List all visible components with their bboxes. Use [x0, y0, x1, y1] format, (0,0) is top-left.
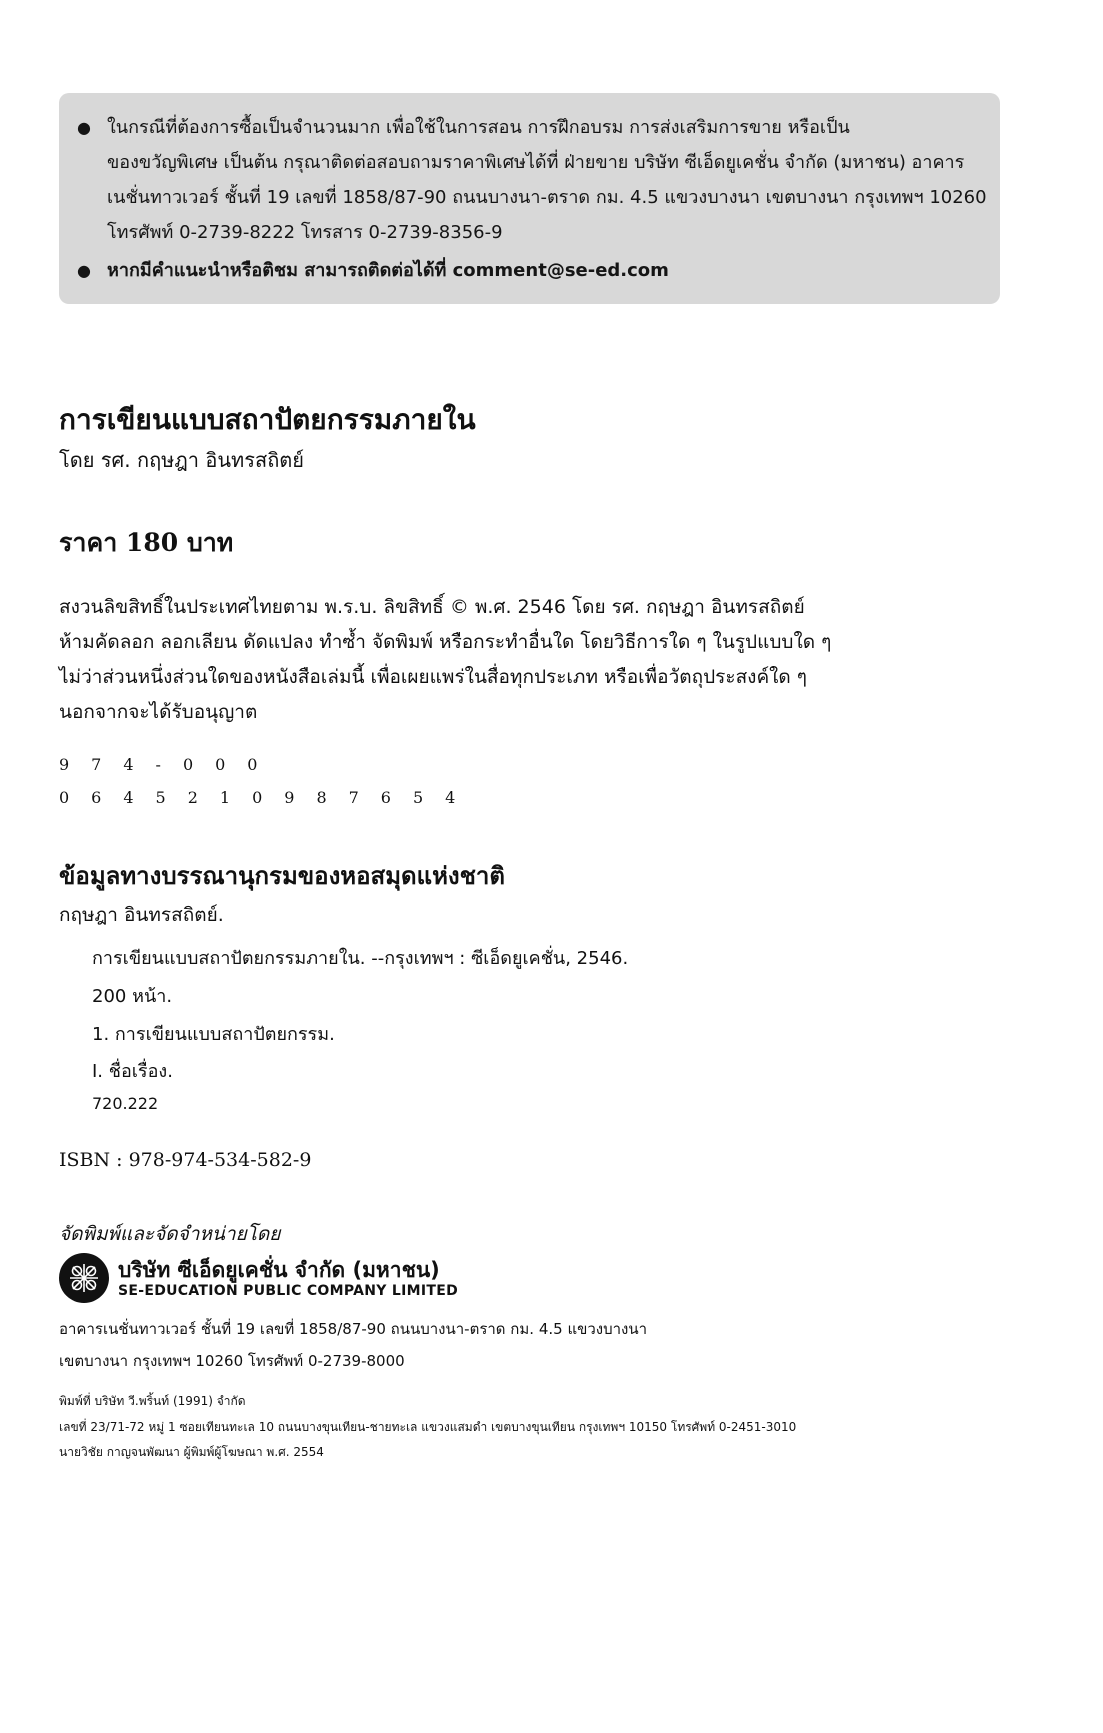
copyright-line: ห้ามคัดลอก ลอกเลียน ดัดแปลง ทำซ้ำ จัดพิมพ์ หรือกระทำอื่นใด โดยวิธีการใด ๆ ในรูปแบบใด ๆ — [59, 631, 832, 653]
copyright-notice — [59, 590, 831, 730]
book-author: โดย รศ. กฤษฎา อินทรสถิตย์ — [59, 448, 305, 472]
cip-author: กฤษฎา อินทรสถิตย์. — [59, 904, 224, 926]
notice-line: โทรศัพท์ 0-2739-8222 โทรสาร 0-2739-8356-9 — [107, 222, 503, 243]
feedback-text: หากมีคำแนะนำหรือติชม สามารถติดต่อได้ที่ comment@se-ed.com — [107, 260, 669, 281]
code-line-1: 974-000 — [59, 755, 280, 774]
code-line-2: 0645210987654 — [59, 788, 478, 807]
bulk-order-notice — [59, 93, 1000, 304]
printer-line: นายวิชัย กาญจนพัฒนา ผู้พิมพ์ผู้โฆษณา พ.ศ. 2554 — [59, 1445, 324, 1459]
publisher-label: จัดพิมพ์และจัดจำหน่ายโดย — [59, 1223, 281, 1245]
cip-entry: 720.222 — [92, 1094, 159, 1113]
copyright-line: นอกจากจะได้รับอนุญาต — [59, 701, 258, 723]
copyright-line: ไม่ว่าส่วนหนึ่งส่วนใดของหนังสือเล่มนี้ เพื่อเผยแพร่ในสื่อทุกประเภท หรือเพื่อวัตถุประสงค์ใด ๆ — [59, 666, 808, 688]
copyright-line: สงวนลิขสิทธิ์ในประเทศไทยตาม พ.ร.บ. ลิขสิทธิ์ © พ.ศ. 2546 โดย รศ. กฤษฎา อินทรสถิตย์ — [59, 596, 805, 618]
bullet-icon: ● — [77, 261, 91, 280]
notice-line: เนชั่นทาวเวอร์ ชั้นที่ 19 เลขที่ 1858/87-90 ถนนบางนา-ตราด กม. 4.5 แขวงบางนา เขตบางนา กรุงเทพฯ 10260 — [107, 187, 987, 208]
publisher-name-en: SE-EDUCATION PUBLIC COMPANY LIMITED — [118, 1283, 459, 1299]
book-price: ราคา 180 บาท — [59, 528, 234, 557]
book-title: การเขียนแบบสถาปัตยกรรมภายใน — [59, 403, 476, 436]
publisher-name-th: บริษัท ซีเอ็ดยูเคชั่น จำกัด (มหาชน) — [118, 1258, 440, 1282]
printer-line: พิมพ์ที่ บริษัท วี.พริ้นท์ (1991) จำกัด — [59, 1394, 246, 1408]
cip-entry: I. ชื่อเรื่อง. — [92, 1061, 173, 1082]
notice-line: ในกรณีที่ต้องการซื้อเป็นจำนวนมาก เพื่อใช้ในการสอน การฝึกอบรม การส่งเสริมการขาย หรือเป็น — [107, 117, 850, 138]
printer-line: เลขที่ 23/71-72 หมู่ 1 ซอยเทียนทะเล 10 ถนนบางขุนเทียน-ชายทะเล แขวงแสมดำ เขตบางขุนเทียน กรุงเทพฯ 10150 โทรศัพท์ 0-2451-3010 — [59, 1420, 797, 1434]
cip-entry: 200 หน้า. — [92, 986, 173, 1007]
publisher-address-line: อาคารเนชั่นทาวเวอร์ ชั้นที่ 19 เลขที่ 1858/87-90 ถนนบางนา-ตราด กม. 4.5 แขวงบางนา — [59, 1320, 648, 1338]
cip-heading: ข้อมูลทางบรรณานุกรมของหอสมุดแห่งชาติ — [59, 861, 505, 890]
bullet-icon: ● — [77, 118, 91, 137]
cip-entry: 1. การเขียนแบบสถาปัตยกรรม. — [92, 1024, 335, 1045]
notice-line: ของขวัญพิเศษ เป็นต้น กรุณาติดต่อสอบถามราคาพิเศษได้ที่ ฝ่ายขาย บริษัท ซีเอ็ดยูเคชั่น จำกัด (มหาชน) อาคาร — [107, 152, 965, 173]
cip-entry: การเขียนแบบสถาปัตยกรรมภายใน. --กรุงเทพฯ : ซีเอ็ดยูเคชั่น, 2546. — [92, 948, 629, 969]
publisher-logo-icon — [59, 1253, 109, 1303]
isbn: ISBN : 978-974-534-582-9 — [59, 1149, 312, 1171]
publisher-address-line: เขตบางนา กรุงเทพฯ 10260 โทรศัพท์ 0-2739-8000 — [59, 1352, 405, 1370]
